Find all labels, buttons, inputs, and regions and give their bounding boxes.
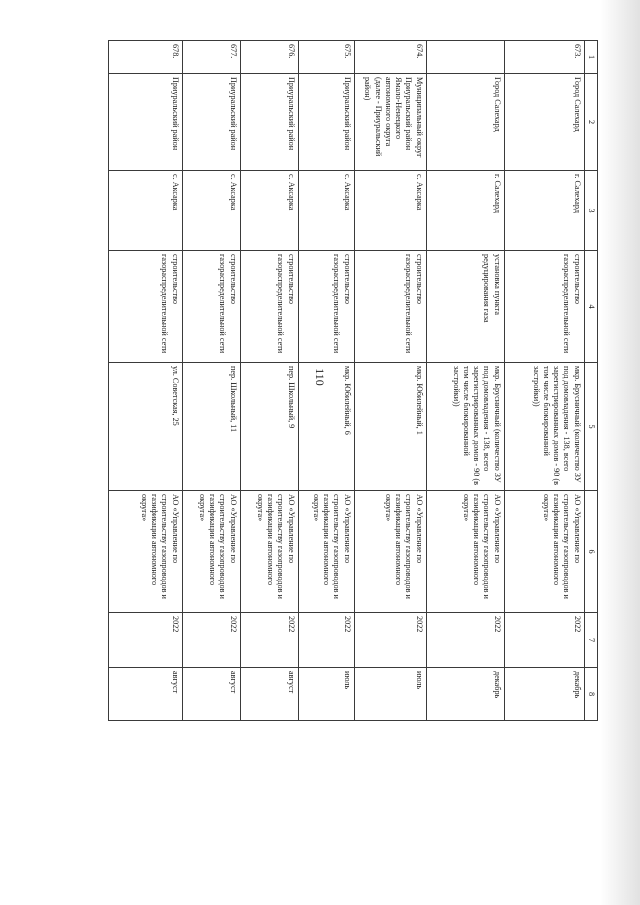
- work-type-cell: установка пункта редуцирования газа: [426, 251, 504, 363]
- column-number: 5: [584, 363, 597, 491]
- table-row: [182, 41, 240, 721]
- address-cell: мкр. Брусничный (количество ЗУ под домовладения - 138, всего зарегистрированных домов - 90 (в том числе блокированной застройки)): [504, 363, 584, 491]
- table-row: [354, 41, 426, 721]
- table-row: [109, 41, 183, 721]
- settlement-cell: с. Аксарка: [354, 171, 426, 251]
- scan-edge-shadow: [600, 0, 640, 905]
- month-cell: август: [182, 668, 240, 721]
- year-cell: 2022: [182, 613, 240, 668]
- month-cell: декабрь: [504, 668, 584, 721]
- district-cell: Приуральский район: [109, 74, 183, 171]
- column-number-row: [584, 41, 597, 721]
- district-cell: Муниципальный округ Приуральский район Ямало-Ненецкого автономного округа (далее - Приуральский район): [354, 74, 426, 171]
- settlement-cell: с. Аксарка: [298, 171, 354, 251]
- work-type-cell: строительство газораспределительной сети: [109, 251, 183, 363]
- work-type-cell: строительство газораспределительной сети: [504, 251, 584, 363]
- row-number: [426, 41, 504, 74]
- row-number: 673.: [504, 41, 584, 74]
- year-cell: 2022: [504, 613, 584, 668]
- address-cell: ул. Советская, 25: [109, 363, 183, 491]
- work-type-cell: строительство газораспределительной сети: [354, 251, 426, 363]
- settlement-cell: г. Салехард: [504, 171, 584, 251]
- year-cell: 2022: [109, 613, 183, 668]
- column-number: 2: [584, 74, 597, 171]
- settlement-cell: с. Аксарка: [109, 171, 183, 251]
- address-cell: мкр. Юбилейный, 6: [298, 363, 354, 491]
- settlement-cell: г. Салехард: [426, 171, 504, 251]
- month-cell: июль: [354, 668, 426, 721]
- district-cell: Приуральский район: [240, 74, 298, 171]
- month-cell: август: [240, 668, 298, 721]
- year-cell: 2022: [298, 613, 354, 668]
- month-cell: декабрь: [426, 668, 504, 721]
- work-type-cell: строительство газораспределительной сети: [298, 251, 354, 363]
- district-cell: Приуральский район: [182, 74, 240, 171]
- executor-cell: АО «Управление по строительству газопроводов и газификации автономного округа»: [354, 491, 426, 613]
- column-number: 7: [584, 613, 597, 668]
- district-cell: Город Салехард: [426, 74, 504, 171]
- work-type-cell: строительство газораспределительной сети: [182, 251, 240, 363]
- year-cell: 2022: [426, 613, 504, 668]
- column-number: 1: [584, 41, 597, 74]
- gasification-table: [108, 40, 598, 721]
- work-type-cell: строительство газораспределительной сети: [240, 251, 298, 363]
- table-row: [504, 41, 584, 721]
- column-number: 6: [584, 491, 597, 613]
- address-cell: мкр. Юбилейный, 1: [354, 363, 426, 491]
- row-number: 675.: [298, 41, 354, 74]
- executor-cell: АО «Управление по строительству газопроводов и газификации автономного округа»: [298, 491, 354, 613]
- settlement-cell: с. Аксарка: [182, 171, 240, 251]
- executor-cell: АО «Управление по строительству газопроводов и газификации автономного округа»: [240, 491, 298, 613]
- table-row: [298, 41, 354, 721]
- row-number: 674.: [354, 41, 426, 74]
- table-row: [426, 41, 504, 721]
- year-cell: 2022: [240, 613, 298, 668]
- executor-cell: АО «Управление по строительству газопроводов и газификации автономного округа»: [504, 491, 584, 613]
- executor-cell: АО «Управление по строительству газопроводов и газификации автономного округа»: [109, 491, 183, 613]
- gasification-table-sheet: [108, 40, 598, 720]
- address-cell: пер. Школьный, 11: [182, 363, 240, 491]
- address-cell: мкр. Брусничный (количество ЗУ под домовладения - 138, всего зарегистрированных домов - 90 (в том числе блокированной застройки)): [426, 363, 504, 491]
- district-cell: Город Салехард: [504, 74, 584, 171]
- row-number: 677.: [182, 41, 240, 74]
- settlement-cell: с. Аксарка: [240, 171, 298, 251]
- page-number: 110: [313, 368, 327, 386]
- district-cell: Приуральский район: [298, 74, 354, 171]
- month-cell: июль: [298, 668, 354, 721]
- row-number: 676.: [240, 41, 298, 74]
- column-number: 8: [584, 668, 597, 721]
- row-number: 678.: [109, 41, 183, 74]
- table-row: [240, 41, 298, 721]
- executor-cell: АО «Управление по строительству газопроводов и газификации автономного округа»: [182, 491, 240, 613]
- month-cell: август: [109, 668, 183, 721]
- executor-cell: АО «Управление по строительству газопроводов и газификации автономного округа»: [426, 491, 504, 613]
- column-number: 3: [584, 171, 597, 251]
- year-cell: 2022: [354, 613, 426, 668]
- address-cell: пер. Школьный, 9: [240, 363, 298, 491]
- column-number: 4: [584, 251, 597, 363]
